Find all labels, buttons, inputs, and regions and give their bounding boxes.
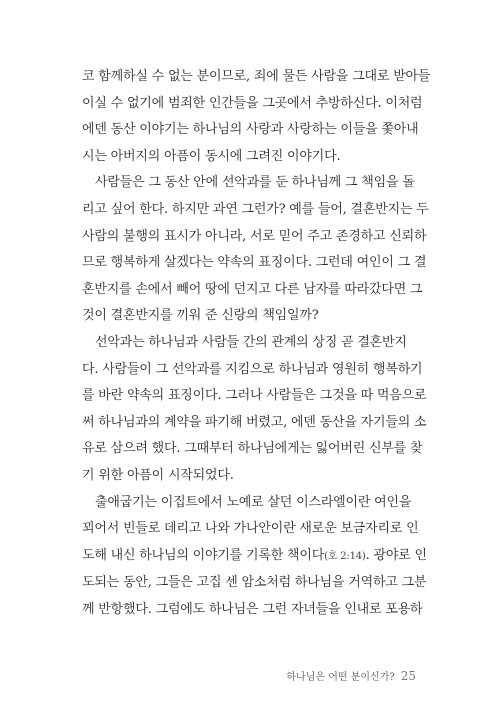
- text-line: 께 반항했다. 그럼에도 하나님은 그런 자녀들을 인내로 포용하: [82, 601, 423, 617]
- text-line: [82, 543, 427, 571]
- text-line: 유로 삼으려 했다. 그때부터 하나님에게는 잃어버린 신부를 찾: [82, 441, 423, 457]
- text-line: 꾀어서 빈들로 데리고 나와 가나안이란 새로운 보금자리로 인: [82, 521, 419, 537]
- body-text: [82, 64, 431, 623]
- paragraph-1: [82, 64, 431, 170]
- scripture-reference: (호 2:14): [324, 550, 366, 562]
- text-line: 사람들은 그 동산 안에 선악과를 둔 하나님께 그 책임을 돌: [95, 175, 415, 191]
- text-line: 선악과는 하나님과 사람들 간의 관계의 상징 곧 결혼반지: [95, 334, 407, 350]
- page-number: 25: [400, 669, 416, 683]
- text-line: 출애굽기는 이집트에서 노예로 살던 이스라엘이란 여인을: [95, 494, 412, 510]
- text-line: 리고 싶어 한다. 하지만 과연 그런가? 예를 들어, 결혼반지는 두: [82, 201, 429, 217]
- text-line: 시는 아버지의 아픔이 동시에 그려진 이야기다.: [82, 148, 341, 164]
- paragraph-2: [82, 170, 429, 330]
- text-line: 도되는 동안, 그들은 고집 센 암소처럼 하나님을 거역하고 그분: [82, 575, 427, 591]
- text-line: 를 바란 약속의 표징이다. 그러나 사람들은 그것을 따 먹음으로: [82, 388, 427, 404]
- text-line: 에덴 동산 이야기는 하나님의 사랑과 사랑하는 이들을 쫓아내: [82, 122, 419, 138]
- text-segment: 도해 내신 하나님의 이야기를 기록한 책이다: [82, 547, 325, 563]
- text-line: 혼반지를 손에서 빼어 땅에 던지고 다른 남자를 따라갔다면 그: [82, 281, 423, 297]
- text-line: 기 위한 아픔이 시작되었다.: [82, 467, 234, 483]
- text-line: 다. 사람들이 그 선악과를 지킴으로 하나님과 영원히 행복하기: [82, 361, 423, 377]
- text-line: 써 하나님과의 계약을 파기해 버렸고, 에덴 동산을 자기들의 소: [82, 414, 427, 430]
- text-line: 사람의 불행의 표시가 아니라, 서로 믿어 주고 존경하고 신뢰하: [82, 228, 427, 244]
- page-footer: [286, 668, 416, 683]
- text-line: 코 함께하실 수 없는 분이므로, 죄에 물든 사람을 그대로 받아들: [82, 69, 431, 84]
- paragraph-4: [82, 490, 427, 624]
- text-line: 므로 행복하게 살겠다는 약속의 표징이다. 그런데 여인이 그 결: [82, 255, 427, 271]
- text-line: 것이 결혼반지를 끼워 준 신랑의 책임일까?: [82, 308, 319, 324]
- running-title: 하나님은 어떤 분이신가?: [286, 672, 395, 683]
- text-line: 이실 수 없기에 범죄한 인간들을 그곳에서 추방하신다. 이처럼: [82, 95, 423, 111]
- text-segment: . 광야로 인: [365, 547, 427, 563]
- paragraph-3: [82, 330, 427, 490]
